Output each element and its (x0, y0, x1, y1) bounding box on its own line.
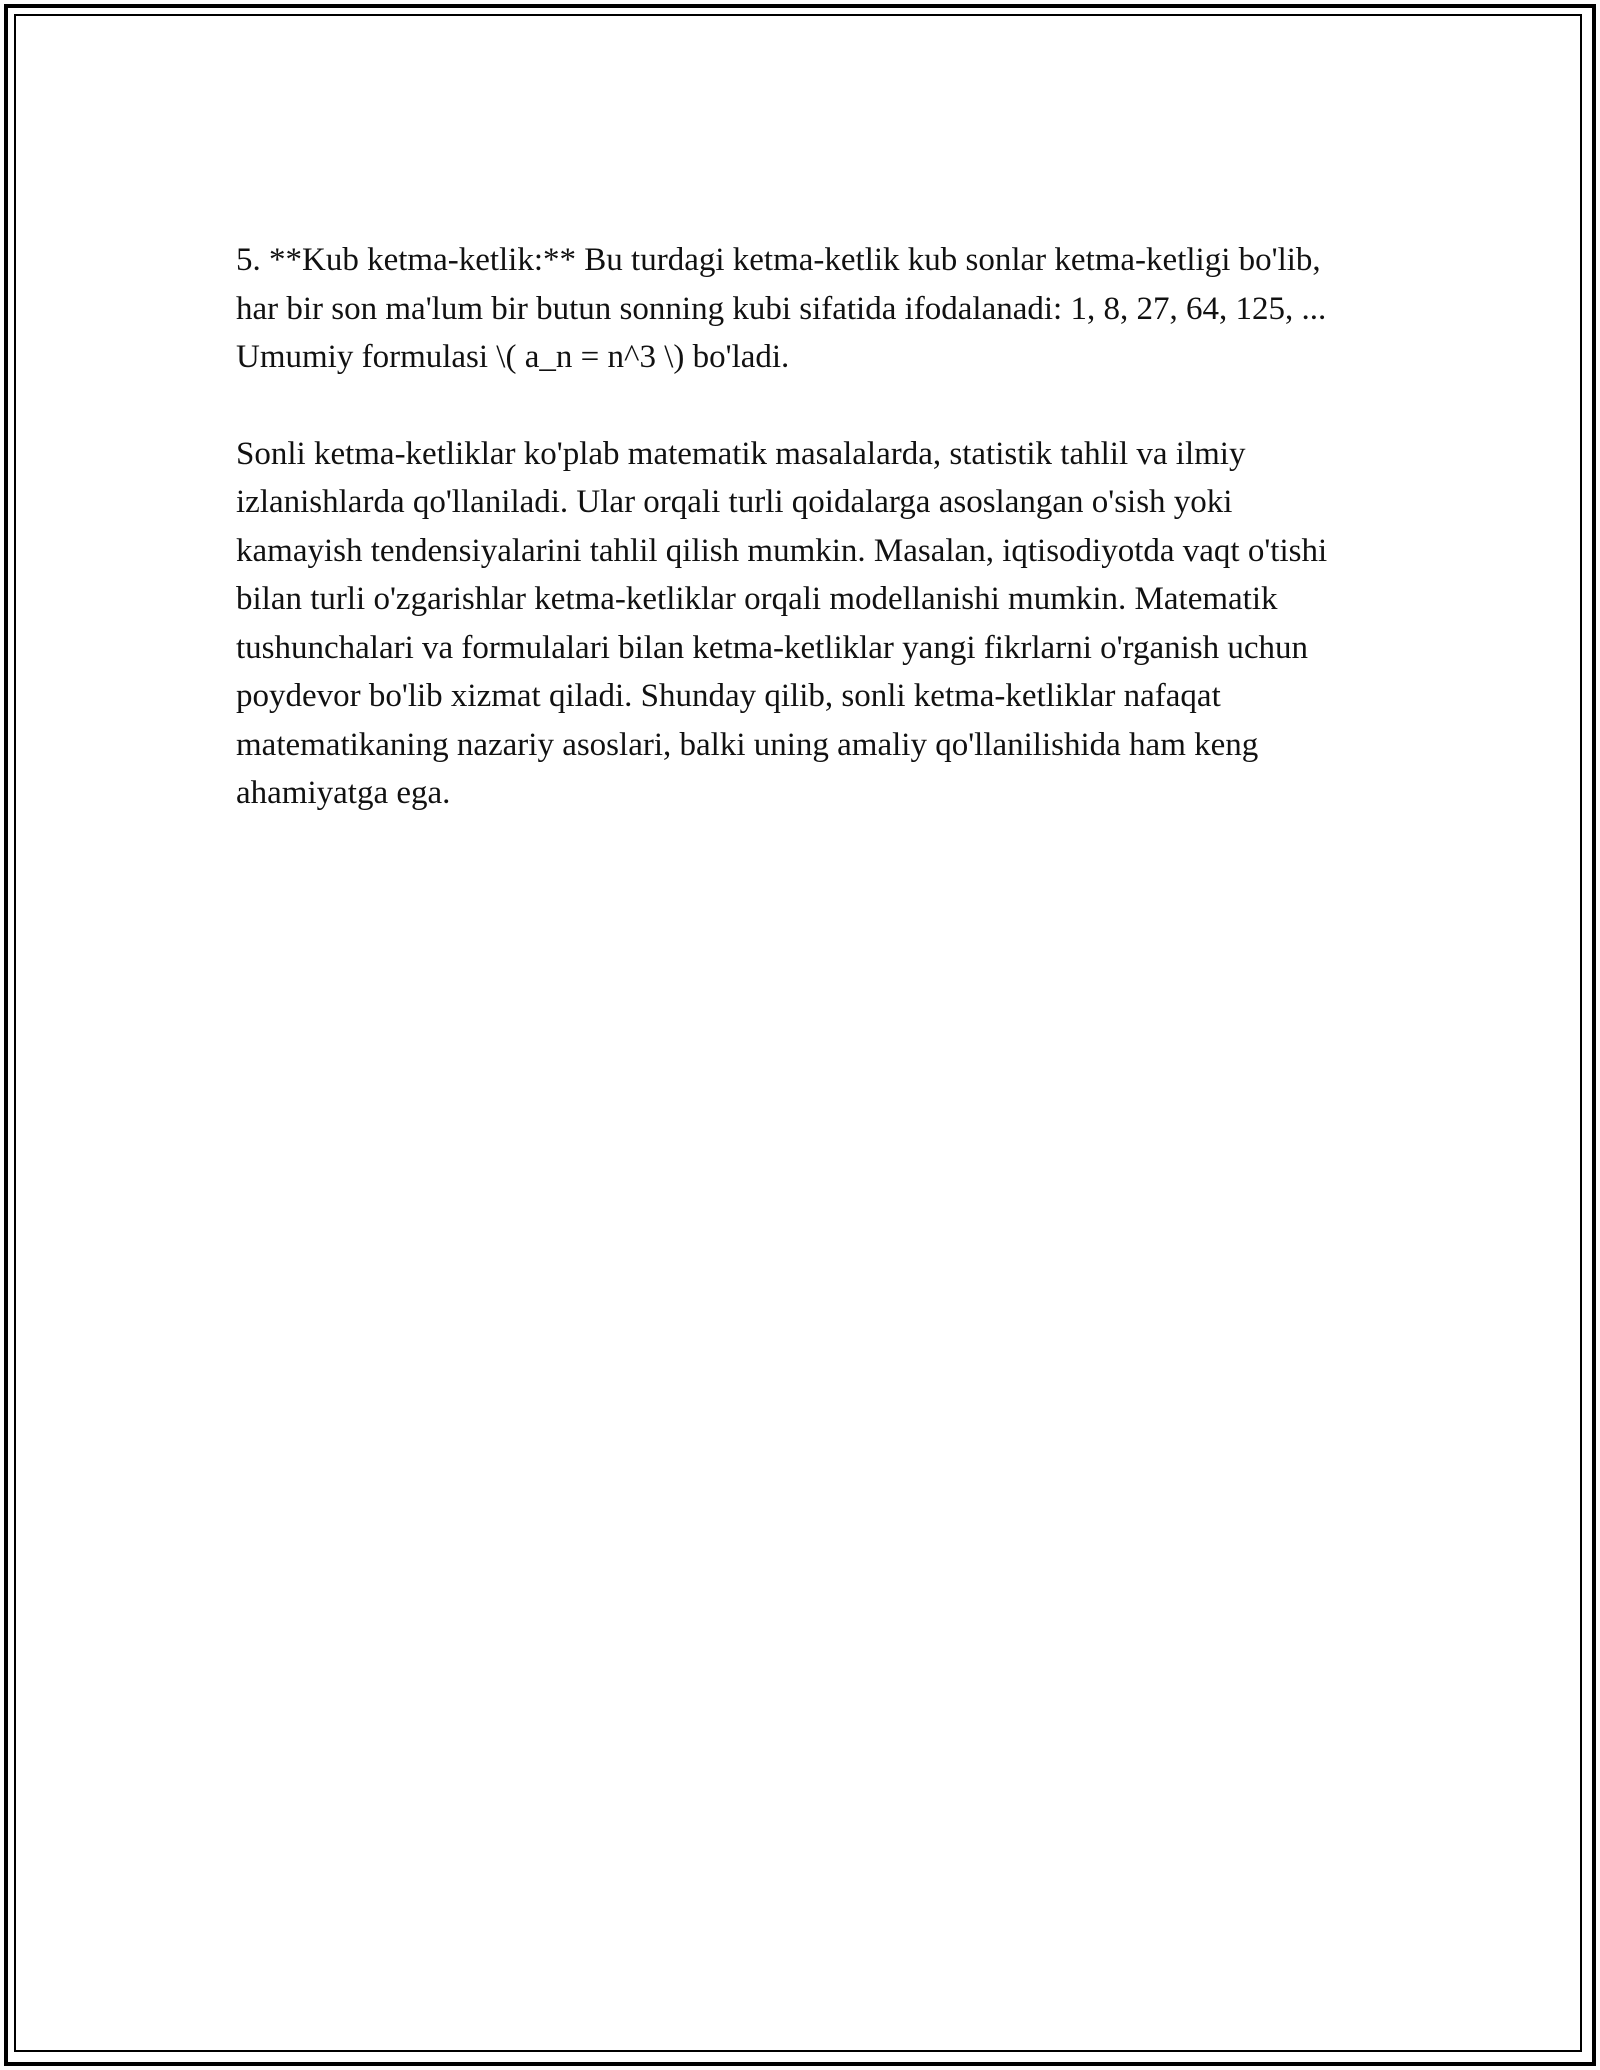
paragraph-sequences-applications: Sonli ketma-ketliklar ko'plab matematik masalalarda, statistik tahlil va ilmiy izlanishlarda qo'llaniladi. Ular orqali turli qoidalarga asoslangan o'sish yoki kamayish tendensiyalarini tahlil qilish mumkin. Masalan, iqtisodiyotda vaqt o'tishi bilan turli o'zgarishlar ketma-ketliklar orqali modellanishi mumkin. Matematik tushunchalari va formulalari bilan ketma-ketliklar yangi fikrlarni o'rganish uchun poydevor bo'lib xizmat qiladi. Shunday qilib, sonli ketma-ketliklar nafaqat matematikaning nazariy asoslari, balki uning amaliy qo'llanilishida ham keng ahamiyatga ega. (236, 435, 1328, 811)
document-body (236, 236, 1366, 818)
paragraph-cube-sequence: 5. **Kub ketma-ketlik:** Bu turdagi ketma-ketlik kub sonlar ketma-ketligi bo'lib, har bir son ma'lum bir butun sonning kubi sifatida ifodalanadi: 1, 8, 27, 64, 125, ... Umumiy formulasi \( a_n = n^3 \) bo'ladi. (236, 242, 1327, 375)
